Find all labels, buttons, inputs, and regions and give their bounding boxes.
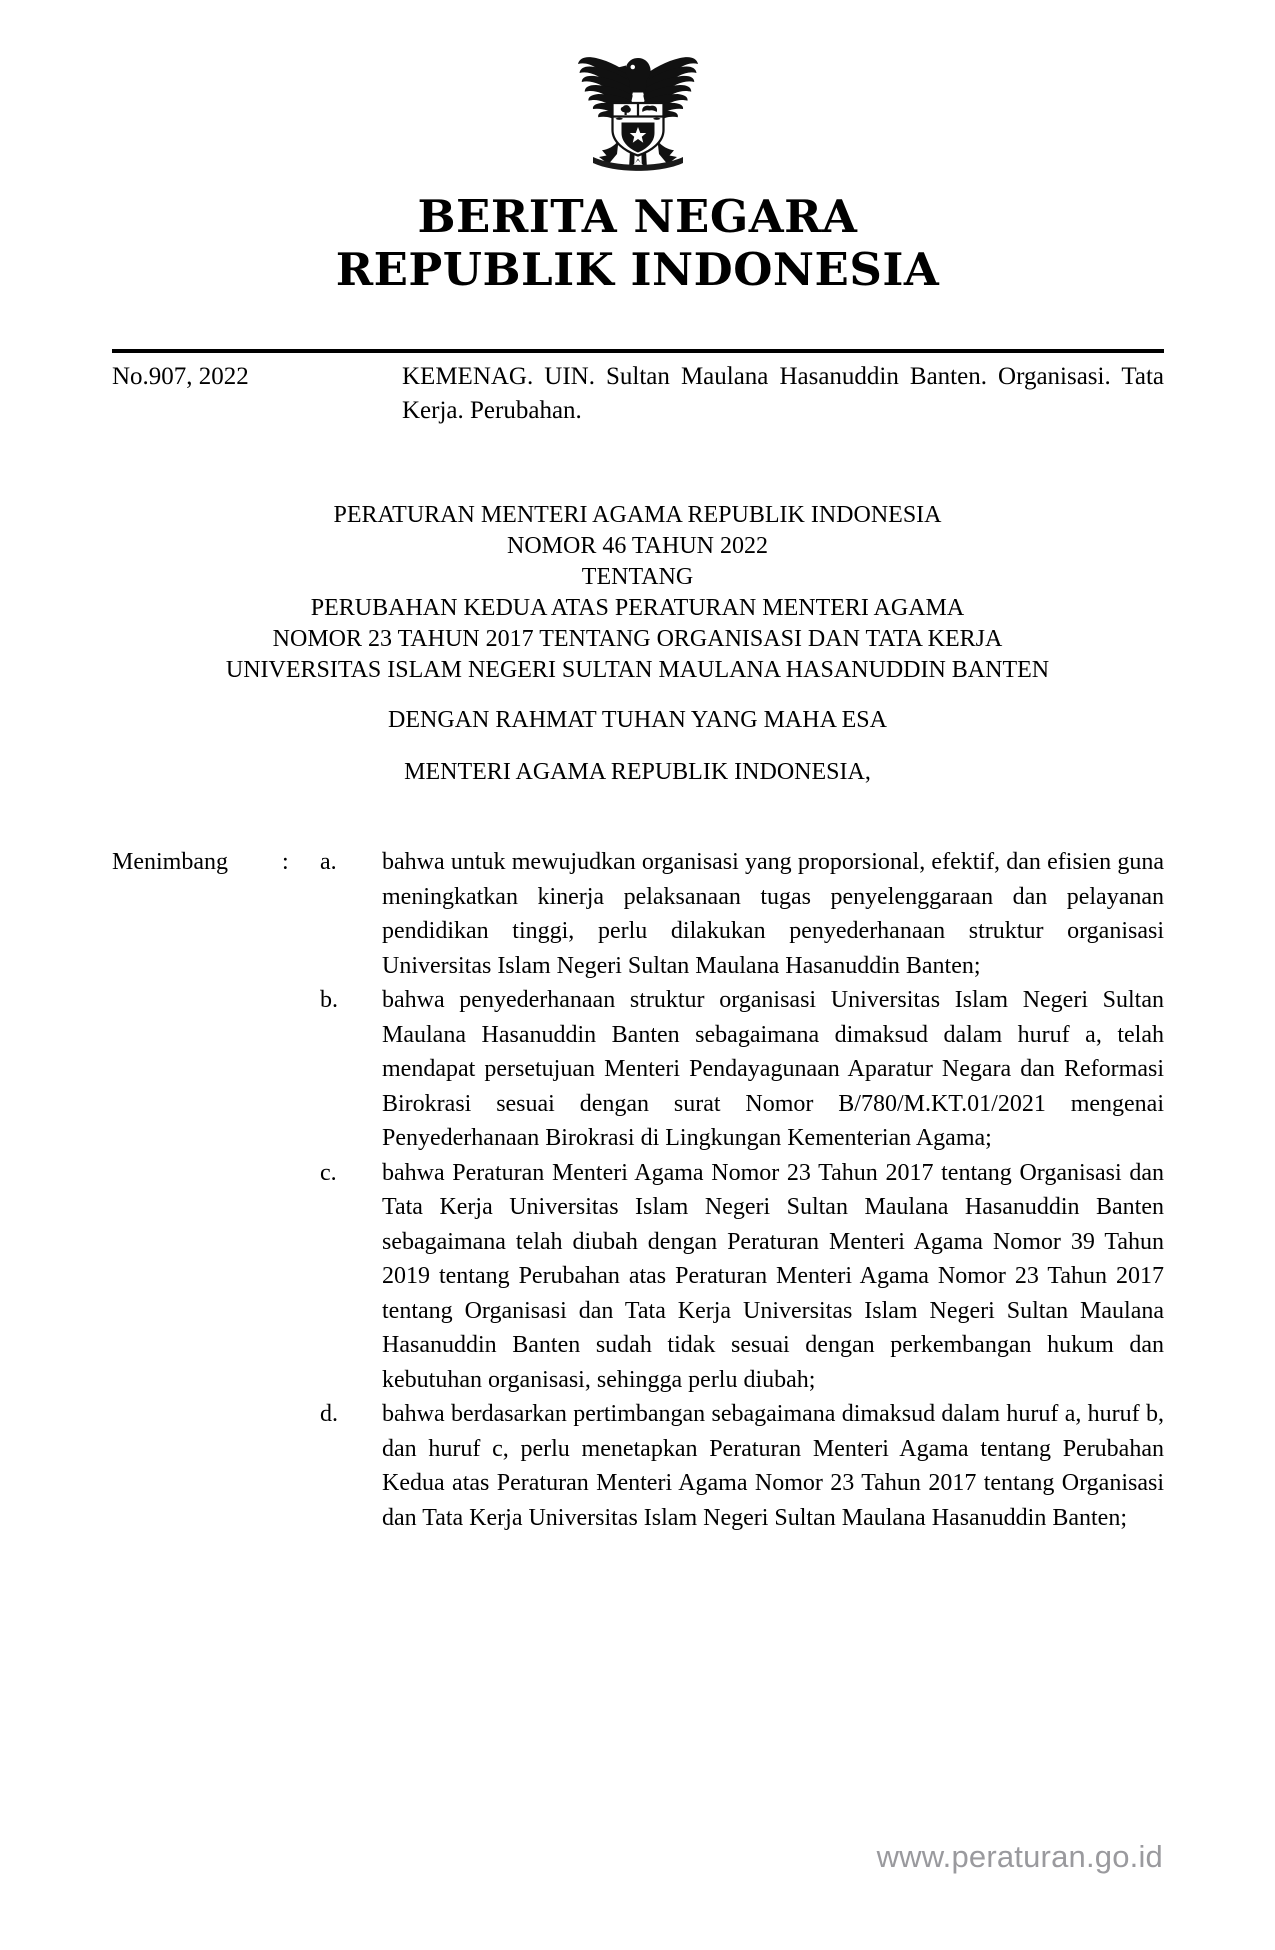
item-text: bahwa untuk mewujudkan organisasi yang proporsional, efektif, dan efisien guna meningkatkan kinerja pelaksanaan tugas penyelenggaraan dan pelayanan pendidikan tinggi, perlu dilakukan penyederhanaan struktur organisasi Universitas Islam Negeri Sultan Maulana Hasanuddin Banten; <box>382 849 1164 979</box>
item-marker: a. <box>320 849 337 875</box>
emblem-container <box>0 28 1275 178</box>
masthead-line-1: BERITA NEGARA <box>417 190 858 243</box>
consideration-item-d <box>112 1397 1164 1535</box>
considerations-colon: : <box>282 849 289 875</box>
masthead-line-2: REPUBLIK INDONESIA <box>335 243 940 296</box>
title-line: NOMOR 46 TAHUN 2022 <box>507 533 768 559</box>
title-line: PERATURAN MENTERI AGAMA REPUBLIK INDONESIA <box>333 502 942 528</box>
title-line: UNIVERSITAS ISLAM NEGERI SULTAN MAULANA HASANUDDIN BANTEN <box>225 657 1050 683</box>
considerations-label: Menimbang <box>112 849 228 875</box>
item-marker: d. <box>320 1401 338 1427</box>
gazette-number: No.907, 2022 <box>112 363 249 390</box>
masthead <box>0 190 1275 296</box>
considerations-section <box>112 845 1164 1535</box>
item-marker: c. <box>320 1159 337 1186</box>
header-meta <box>112 360 1164 428</box>
item-text: bahwa berdasarkan pertimbangan sebagaimana dimaksud dalam huruf a, huruf b, dan huruf c, perlu menetapkan Peraturan Menteri Agama tentang Perubahan Kedua atas Peraturan Menteri Agama Nomor 23 Tahun 2017 tentang Organisasi dan Tata Kerja Universitas Islam Negeri Sultan Maulana Hasanuddin Banten; <box>382 1401 1164 1531</box>
masthead-divider <box>112 349 1164 353</box>
garuda-pancasila-icon <box>563 28 713 178</box>
item-marker: b. <box>320 987 338 1013</box>
invocation-line: DENGAN RAHMAT TUHAN YANG MAHA ESA <box>388 707 887 733</box>
title-line: TENTANG <box>581 564 694 590</box>
regulation-title <box>0 500 1275 686</box>
gazette-subject: KEMENAG. UIN. Sultan Maulana Hasanuddin Banten. Organisasi. Tata Kerja. Perubahan. <box>402 363 1164 424</box>
title-line: NOMOR 23 TAHUN 2017 TENTANG ORGANISASI DAN TATA KERJA <box>272 626 1003 652</box>
item-text: bahwa penyederhanaan struktur organisasi Universitas Islam Negeri Sultan Maulana Hasanuddin Banten sebagaimana dimaksud dalam huruf a, telah mendapat persetujuan Menteri Pendayagunaan Aparatur Negara dan Reformasi Birokrasi sesuai dengan surat Nomor B/780/M.KT.01/2021 mengenai Penyederhanaan Birokrasi di Lingkungan Kementerian Agama; <box>382 987 1164 1151</box>
authority-line: MENTERI AGAMA REPUBLIK INDONESIA, <box>404 759 871 785</box>
footer-watermark: www.peraturan.go.id <box>876 1839 1163 1874</box>
title-line: PERUBAHAN KEDUA ATAS PERATURAN MENTERI AGAMA <box>310 595 965 621</box>
consideration-item-a <box>112 845 1164 983</box>
consideration-item-b <box>112 983 1164 1156</box>
consideration-item-c <box>112 1156 1164 1398</box>
item-text: bahwa Peraturan Menteri Agama Nomor 23 Tahun 2017 tentang Organisasi dan Tata Kerja Universitas Islam Negeri Sultan Maulana Hasanuddin Banten sebagaimana telah diubah dengan Peraturan Menteri Agama Nomor 39 Tahun 2019 tentang Perubahan atas Peraturan Menteri Agama Nomor 23 Tahun 2017 tentang Organisasi dan Tata Kerja Universitas Islam Negeri Sultan Maulana Hasanuddin Banten sudah tidak sesuai dengan perkembangan hukum dan kebutuhan organisasi, sehingga perlu diubah; <box>382 1159 1164 1393</box>
